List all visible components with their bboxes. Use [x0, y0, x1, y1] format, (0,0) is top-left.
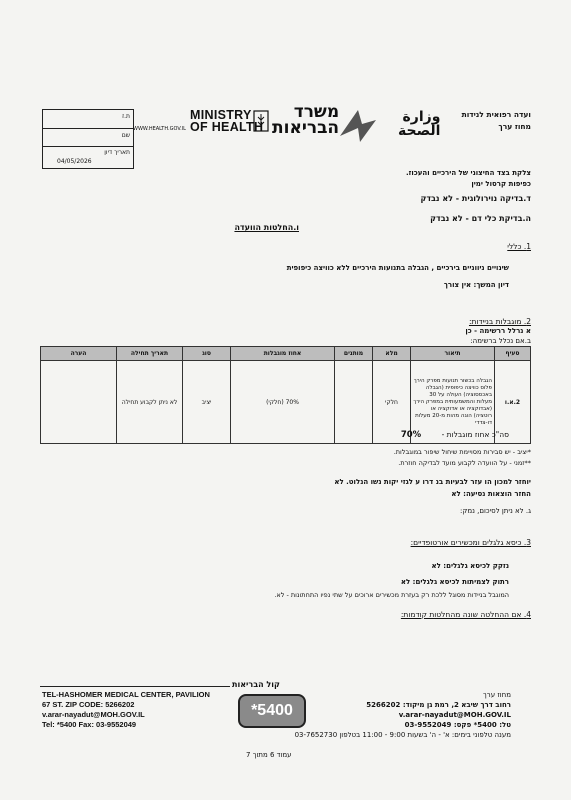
cell-note	[41, 361, 117, 444]
section-2-b: ב.אם נכלל ברשימה:	[470, 337, 531, 345]
date-label: תאריך דיון	[104, 149, 130, 156]
cell-full: חלקי	[373, 361, 411, 444]
website-link[interactable]: WWW.HEALTH.GOV.IL	[133, 126, 186, 132]
section-1-followup: דיון המשך: אין צורך	[443, 281, 509, 289]
section-3-line2: רתוק לצמיתות לכיסא גלגלים: לא	[400, 578, 509, 586]
col-note: הערה	[41, 347, 117, 361]
section-g: ג. לא ניתן לסיכום, נמק:	[460, 507, 531, 515]
col-full: מלא	[373, 347, 411, 361]
emblem-icon	[253, 110, 269, 132]
footer-hebrew: מחוז ערך רחוב דרך שיבא 2, רמת גן מיקוד: 5266202 v.arar-nayadut@MOH.GOV.IL טל: 5400* פקס: 03-9552049 מענה טלפוני בימים: א' - ה' בשעות 9:00 - 11:00 בטלפון 03-7652730	[294, 691, 511, 739]
cell-percent: 70% (חלקי)	[231, 361, 335, 444]
section-3-line3: המוגבל בניידות מסוגל ללכת רק בעזרת מכשירים ארוכים על שתי נפיו התחתונות - לא.	[274, 591, 509, 599]
section-1-text: שינויים ניווניים בירכיים , הגבלה בתנועות הירכיים ללא כוויצה כיפופית	[286, 264, 509, 272]
notes: *יציב - יש סבירות מסויימת שיחול שיפור במוגבלות. **זמני - על הוועדה לקבוע מועד לבדיקה חוזרת.	[393, 448, 531, 467]
footer-divider-left	[40, 686, 230, 687]
col-conditional: מותנים	[335, 347, 373, 361]
section-4-title: 4. אם ההחלטה שונה מהחלטות קודמות:	[400, 610, 531, 619]
patient-id-box	[42, 109, 134, 169]
hotline-stamp: *5400	[238, 694, 306, 728]
total-label: סה"כ אחוז מוגבלות -	[441, 430, 509, 439]
total-line	[401, 430, 509, 440]
col-type: סוג	[183, 347, 231, 361]
section-3-line1: נזקק לכיסא גלגלים: לא	[431, 562, 509, 570]
page-number: עמוד 6 מתוך 7	[246, 751, 292, 759]
cell-conditional	[335, 361, 373, 444]
table-header-row	[41, 347, 531, 361]
return-notes: יוחזר למכון הו עזר לבעיות בנ דרו ע לגזי יקות נשו הנלוט. לא החזר הוצאות נסיעה: לא	[334, 478, 531, 498]
total-value: 70%	[400, 430, 422, 440]
decisions-title: ו.החלטות הוועדה	[234, 223, 299, 232]
section-1-title: 1. כללי	[507, 242, 531, 251]
cell-description: הגבלה בכשור תנועות מפרק הירך פלוס כוויצה כיפופית (הגבלה באכססוציה) העולה על 30 מעלות והמשמעותית במפרק הירך (אבדוקציה או אדוקציה או רוטציה) הוגה מהות מ-20 מעלות דו-צדדי	[411, 361, 495, 444]
col-description: תיאור	[411, 347, 495, 361]
col-section: סעיף	[495, 347, 531, 361]
ministry-he-logo: משרד הבריאות	[272, 102, 340, 138]
cell-start-date: לא ניתן לקבוע תחילה	[117, 361, 183, 444]
id-label: ת.ז	[122, 113, 130, 120]
ministry-swoosh-icon	[338, 106, 378, 144]
committee-header: ועדה רפואית לנידות מחוז ערך	[461, 110, 531, 131]
section-3-title: 3. כיסא גלגלים ומכשירים אורטופדיים:	[410, 538, 531, 547]
section-2-title: 2. מוגבלות בניידות:	[468, 317, 531, 326]
health-voice-label: קול הבריאות	[232, 680, 280, 689]
ministry-en-logo: MINISTRY OF HEALTH	[190, 108, 264, 134]
date-value: 04/05/2026	[57, 158, 92, 165]
col-start-date: תאריך תחילה	[117, 347, 183, 361]
col-percent: אחוז מוגבלות	[231, 347, 335, 361]
health-ar-logo: وزارة الصحة	[398, 109, 441, 139]
cell-type: יציב	[183, 361, 231, 444]
section-2-a: א נרלל ררשימה - כן	[465, 327, 531, 335]
findings: צלקת בצד החיצוני של הירכיים והעכוז. כפיפות קרסול ימין ד.בדיקה נוירולוגית - לא נבדק ה.בדיקת כלי דם - לא נבדק	[405, 169, 531, 223]
name-label: שם	[121, 132, 130, 139]
footer-english: TEL-HASHOMER MEDICAL CENTER, PAVILION 67 ST. ZIP CODE: 5266202 v.arar-nayadut@MOH.GOV.IL Tel: *5400 Fax: 03-9552049	[42, 690, 210, 729]
cell-section: 2.א.ו	[495, 361, 531, 444]
